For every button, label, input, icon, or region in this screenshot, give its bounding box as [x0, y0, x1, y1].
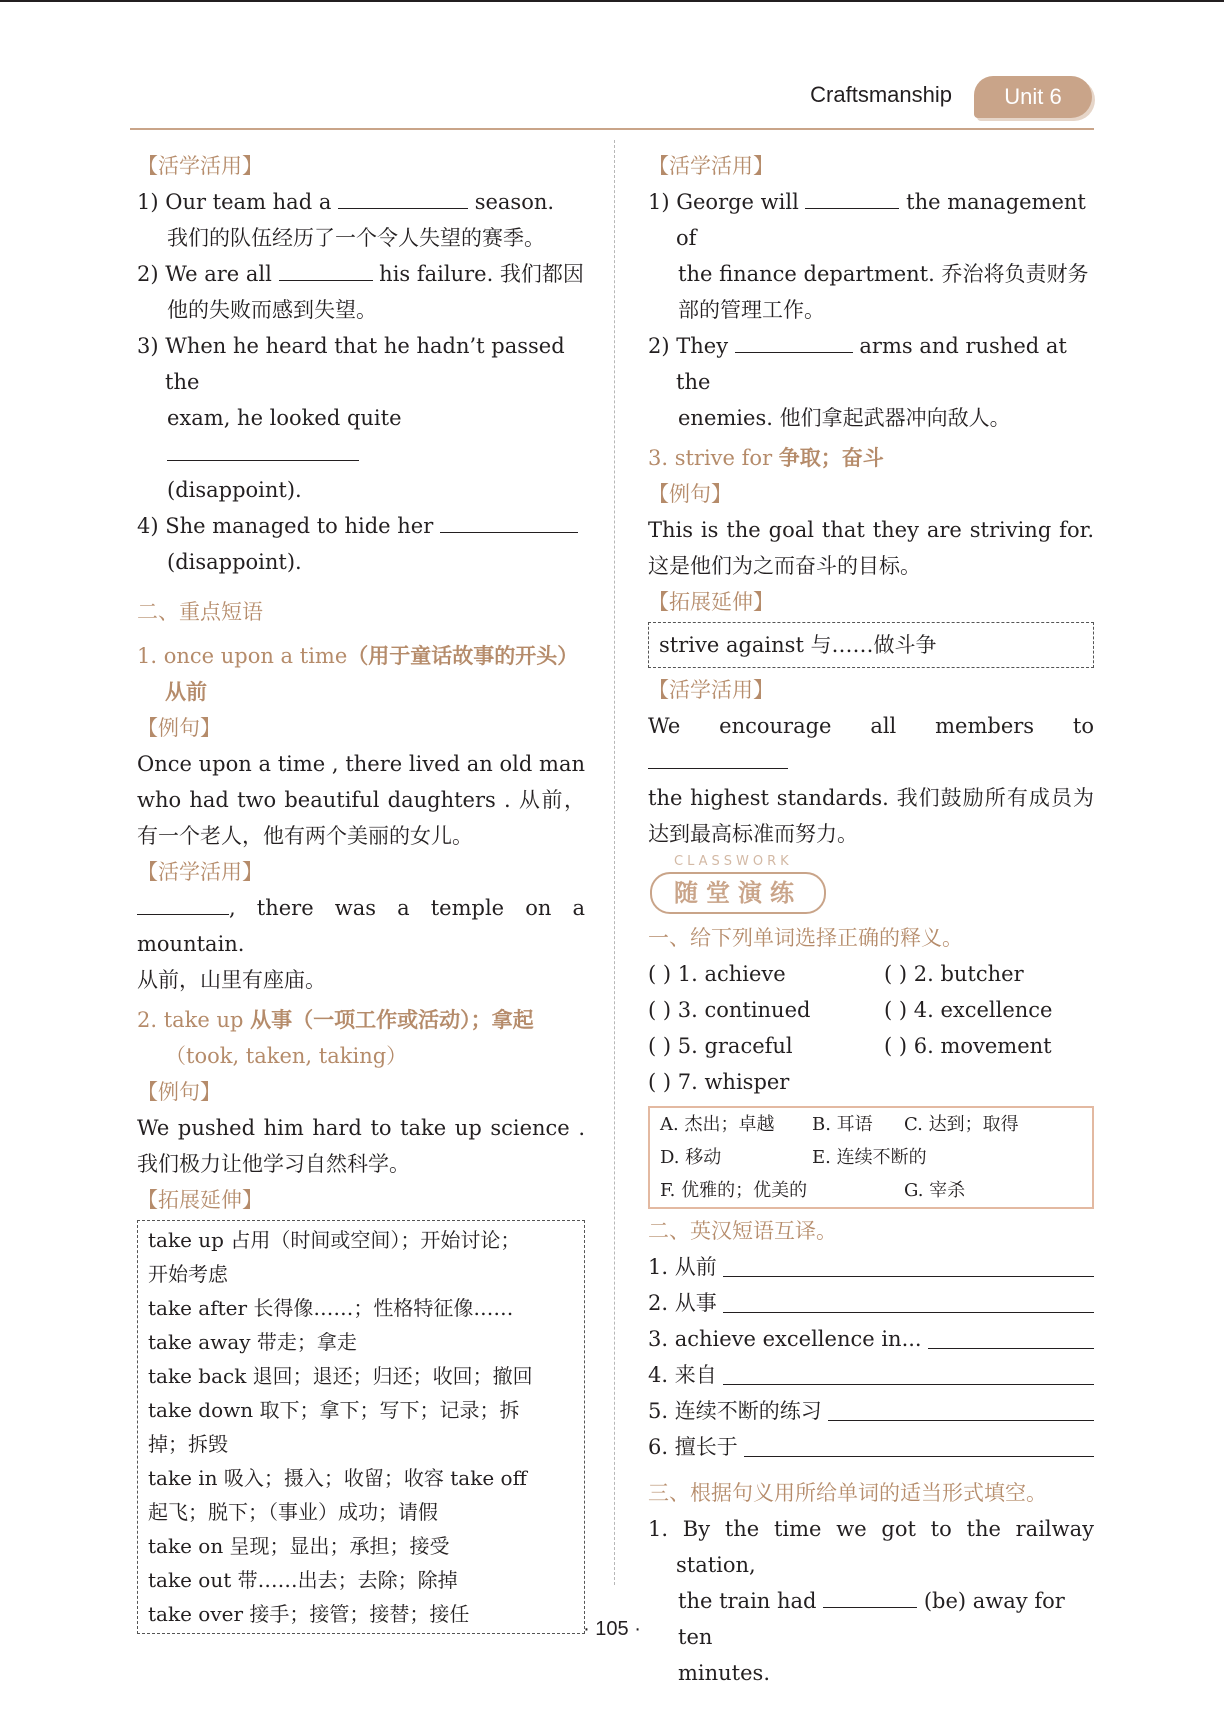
classwork-label-en: CLASSWORK — [674, 854, 793, 869]
practice-item: We encourage all members to — [648, 708, 1094, 780]
answer-blank[interactable] — [823, 1585, 917, 1608]
exercise-item: 1) Our team had a season. — [137, 184, 585, 220]
answer-line[interactable] — [928, 1324, 1094, 1349]
option: A. 杰出；卓越 — [660, 1114, 775, 1135]
exercise-item: 1) George will the management of — [648, 184, 1094, 256]
section-heading: 二、重点短语 — [137, 600, 263, 624]
example-sentence: Once upon a time , there lived an old man who had two beautiful daughters . 从前，有一个老人，他有两个美丽的女儿。 — [137, 752, 585, 848]
extension-line: take over 接手；接管；接替；接任 — [148, 1602, 470, 1626]
extension-box — [137, 1220, 585, 1634]
answer-blank[interactable] — [137, 892, 229, 915]
translation-item: 6. 擅长于 — [648, 1429, 1094, 1465]
translation-item: 3. achieve excellence in... — [648, 1321, 1094, 1357]
example-tag: 【例句】 — [137, 716, 221, 740]
matching-item[interactable]: ( ) 2. butcher — [884, 962, 1024, 986]
answer-blank[interactable] — [805, 186, 899, 209]
exercise-hint: (disappoint). — [167, 478, 302, 502]
phrase-heading: 1. once upon a time（用于童话故事的开头） 从前 — [137, 643, 579, 704]
exercise-translation: 他的失败而感到失望。 — [167, 298, 377, 322]
translation-item: 5. 连续不断的练习 — [648, 1393, 1094, 1429]
right-column — [648, 148, 1094, 1691]
unit-badge: Unit 6 — [974, 76, 1092, 118]
exercise-hint: (disappoint). — [167, 550, 302, 574]
left-column — [137, 148, 585, 1638]
answer-blank[interactable] — [338, 186, 468, 209]
section-heading: 一、给下列单词选择正确的释义。 — [648, 926, 963, 950]
exercise-item: 2) They arms and rushed at the — [648, 328, 1094, 400]
example-sentence: This is the goal that they are striving for. 这是他们为之而奋斗的目标。 — [648, 518, 1094, 578]
extension-line: take back 退回；退还；归还；收回；撤回 — [148, 1364, 533, 1388]
exercise-line: the finance department. 乔治将负责财务 — [678, 262, 1089, 286]
top-border — [0, 0, 1224, 2]
matching-item[interactable]: ( ) 3. continued — [648, 998, 811, 1022]
example-sentence: We pushed him hard to take up science . 我们极力让他学习自然科学。 — [137, 1116, 585, 1176]
extension-line: take in 吸入；摄入；收留；收容 take off — [148, 1466, 527, 1490]
exercise-item: 3) When he heard that he hadn’t passed the — [137, 334, 565, 394]
option: B. 耳语 — [812, 1114, 873, 1135]
exercise-line: the train had (be) away for ten — [648, 1583, 1094, 1655]
answer-blank[interactable] — [440, 510, 578, 533]
extension-tag: 【拓展延伸】 — [648, 590, 774, 614]
practice-tag: 【活学活用】 — [648, 678, 774, 702]
exercise-item: 1. By the time we got to the railway station, — [648, 1517, 1094, 1577]
exercise-line: 部的管理工作。 — [678, 298, 825, 322]
section-tag: 【活学活用】 — [648, 154, 774, 178]
example-tag: 【例句】 — [648, 482, 732, 506]
section-heading: 二、英汉短语互译。 — [648, 1219, 837, 1243]
matching-items — [648, 956, 1094, 1100]
answer-blank[interactable] — [735, 330, 853, 353]
exercise-translation: 我们的队伍经历了一个令人失望的赛季。 — [167, 226, 545, 250]
exercise-item: 4) She managed to hide her — [137, 508, 585, 544]
extension-line: strive against 与……做斗争 — [659, 633, 937, 657]
section-tag: 【活学活用】 — [137, 154, 263, 178]
option: G. 宰杀 — [904, 1180, 966, 1201]
answer-blank[interactable] — [279, 258, 373, 281]
answer-line[interactable] — [723, 1288, 1094, 1313]
unit-title: Craftsmanship — [810, 82, 952, 107]
section-heading: 三、根据句义用所给单词的适当形式填空。 — [648, 1481, 1047, 1505]
matching-item[interactable]: ( ) 7. whisper — [648, 1070, 790, 1094]
options-box — [648, 1106, 1094, 1209]
option: E. 连续不断的 — [812, 1147, 927, 1168]
matching-item[interactable]: ( ) 5. graceful — [648, 1034, 793, 1058]
extension-tag: 【拓展延伸】 — [137, 1188, 263, 1212]
extension-box — [648, 622, 1094, 668]
classwork-label-zh: 随堂演练 — [650, 872, 826, 914]
answer-blank[interactable] — [167, 438, 359, 461]
extension-line: take down 取下；拿下；写下；记录；拆 — [148, 1398, 520, 1422]
answer-line[interactable] — [723, 1252, 1094, 1277]
extension-line: take away 带走；拿走 — [148, 1330, 357, 1354]
practice-tag: 【活学活用】 — [137, 860, 263, 884]
header-rule — [130, 128, 1094, 130]
matching-item[interactable]: ( ) 1. achieve — [648, 962, 786, 986]
exercise-item: 2) We are all his failure. 我们都因 — [137, 256, 585, 292]
option: F. 优雅的；优美的 — [660, 1180, 808, 1201]
option: D. 移动 — [660, 1147, 722, 1168]
classwork-banner — [648, 854, 1094, 916]
translation-item: 2. 从事 — [648, 1285, 1094, 1321]
column-divider — [614, 140, 615, 1585]
matching-item[interactable]: ( ) 4. excellence — [884, 998, 1053, 1022]
answer-line[interactable] — [744, 1432, 1094, 1457]
extension-line: 起飞；脱下；（事业）成功；请假 — [148, 1500, 438, 1524]
matching-item[interactable]: ( ) 6. movement — [884, 1034, 1052, 1058]
extension-line: take up 占用（时间或空间）；开始讨论； — [148, 1228, 521, 1252]
exercise-line: enemies. 他们拿起武器冲向敌人。 — [678, 406, 1011, 430]
page-number: · 105 · — [583, 1618, 641, 1640]
phrase-heading: 2. take up 从事（一项工作或活动）；拿起 （took, taken, taking） — [137, 1007, 534, 1068]
exercise-line: minutes. — [678, 1661, 770, 1685]
translation-item: 4. 来自 — [648, 1357, 1094, 1393]
extension-line: 开始考虑 — [148, 1262, 228, 1286]
answer-line[interactable] — [723, 1360, 1094, 1385]
practice-item-cont: the highest standards. 我们鼓励所有成员为达到最高标准而努力。 — [648, 786, 1094, 846]
phrase-heading: 3. strive for 争取；奋斗 — [648, 445, 884, 470]
practice-translation: 从前，山里有座庙。 — [137, 968, 326, 992]
example-tag: 【例句】 — [137, 1080, 221, 1104]
answer-line[interactable] — [828, 1396, 1094, 1421]
exercise-line: exam, he looked quite — [137, 400, 585, 472]
translation-item: 1. 从前 — [648, 1249, 1094, 1285]
extension-line: take on 呈现；显出；承担；接受 — [148, 1534, 450, 1558]
practice-item: , there was a temple on a mountain. — [137, 890, 585, 962]
extension-line: take after 长得像……；性格特征像…… — [148, 1296, 514, 1320]
extension-line: take out 带……出去；去除；除掉 — [148, 1568, 458, 1592]
option: C. 达到；取得 — [904, 1114, 1019, 1135]
extension-line: 掉；拆毁 — [148, 1432, 228, 1456]
answer-blank[interactable] — [648, 746, 788, 769]
